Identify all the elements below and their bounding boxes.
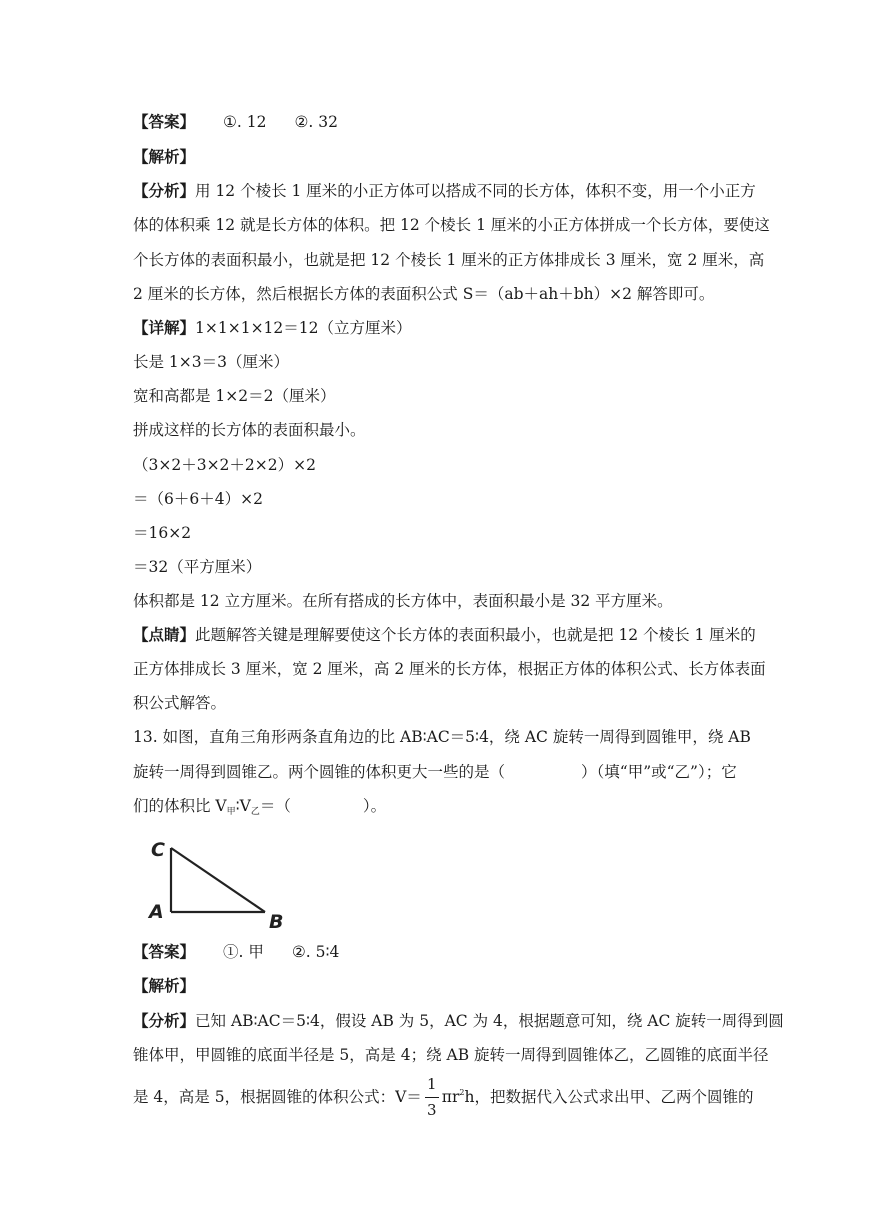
right-triangle-figure xyxy=(145,834,295,930)
q13-line-2b: ）（填“甲”或“乙”）；它 xyxy=(581,763,737,781)
q13-line-3 xyxy=(133,796,386,822)
fenxi-label: 【分析】 xyxy=(133,181,196,200)
xiangjie-label: 【详解】 xyxy=(133,318,196,337)
answer-line-q13 xyxy=(133,942,339,962)
q13-fenxi-line-2: 锥体甲，甲圆锥的底面半径是 5，高是 4；绕 AB 旋转一周得到圆锥体乙，乙圆锥的底面半径 xyxy=(133,1046,769,1064)
dianjing-text: 此题解答关键是理解要使这个长方体的表面积最小，也就是把 12 个棱长 1 厘米的 xyxy=(195,626,756,644)
answer-2: ②. 32 xyxy=(294,113,338,131)
q13-line-3a: 们的体积比 V xyxy=(133,797,227,815)
dianjing-line-1 xyxy=(133,625,756,645)
xiangjie-line-8: ＝32（平方厘米） xyxy=(133,558,262,576)
q13-fenxi-3a: 是 4，高是 5，根据圆锥的体积公式：V＝ xyxy=(133,1088,422,1106)
subscript-jia: 甲 xyxy=(226,807,236,817)
dianjing-line-3: 积公式解答。 xyxy=(133,694,227,712)
q13-line-3c: ＝（ xyxy=(259,797,291,815)
fenxi-text: 用 12 个棱长 1 厘米的小正方体可以搭成不同的长方体，体积不变，用一个小正方 xyxy=(195,182,756,200)
xiangjie-line-4: 拼成这样的长方体的表面积最小。 xyxy=(133,421,366,439)
fenxi-label: 【分析】 xyxy=(133,1011,196,1030)
triangle-shape xyxy=(171,848,265,912)
fenxi-line-1 xyxy=(133,181,756,201)
q13-fenxi-3b: h，把数据代入公式求出甲、乙两个圆锥的 xyxy=(464,1088,754,1106)
fenxi-line-2: 体的体积乘 12 就是长方体的体积。把 12 个棱长 1 厘米的小正方体拼成一个长方体，要使这 xyxy=(133,216,770,234)
answer-label: 【答案】 xyxy=(133,112,196,131)
dianjing-label: 【点睛】 xyxy=(133,625,196,644)
q13-line-3d: ）。 xyxy=(362,797,387,815)
edge-cb xyxy=(171,848,265,912)
xiangjie-line-1 xyxy=(133,318,412,338)
q13-fenxi-line-3 xyxy=(133,1075,754,1119)
fraction-denominator: 3 xyxy=(427,1101,437,1119)
answer-label: 【答案】 xyxy=(133,942,196,961)
xiangjie-line-9: 体积都是 12 立方厘米。在所有搭成的长方体中，表面积最小是 32 平方厘米。 xyxy=(133,592,673,610)
fraction-one-third xyxy=(425,1075,439,1119)
dianjing-line-2: 正方体排成长 3 厘米，宽 2 厘米，高 2 厘米的长方体，根据正方体的体积公式、长方体表面 xyxy=(133,660,766,678)
pi-r: πr xyxy=(441,1088,460,1106)
answer-line-q12 xyxy=(133,112,338,132)
fraction-numerator: 1 xyxy=(427,1075,437,1093)
fraction-bar xyxy=(425,1097,439,1098)
q13-line-3b: ∶V xyxy=(235,797,251,815)
xiangjie-line-3: 宽和高都是 1×2＝2（厘米） xyxy=(133,387,336,405)
analysis-label-q13: 【解析】 xyxy=(133,976,196,995)
vertex-label-b: B xyxy=(269,911,284,930)
xiangjie-line-5: （3×2＋3×2＋2×2）×2 xyxy=(133,456,316,474)
fenxi-line-4: 2 厘米的长方体，然后根据长方体的表面积公式 S＝（ab＋ah＋bh）×2 解答即可。 xyxy=(133,285,715,303)
superscript-2: 2 xyxy=(459,1088,465,1097)
q13-fenxi-line-1 xyxy=(133,1011,784,1031)
xiangjie-line-7: ＝16×2 xyxy=(133,524,192,542)
q13-line-1: 13. 如图，直角三角形两条直角边的比 AB∶AC＝5∶4，绕 AC 旋转一周得到圆锥甲，绕 AB xyxy=(133,728,751,746)
analysis-label-q12: 【解析】 xyxy=(133,147,196,166)
fenxi-line-3: 个长方体的表面积最小，也就是把 12 个棱长 1 厘米的正方体排成长 3 厘米，宽 2 厘米，高 xyxy=(133,251,765,269)
subscript-yi: 乙 xyxy=(250,807,260,817)
fenxi-text: 已知 AB∶AC＝5∶4，假设 AB 为 5，AC 为 4，根据题意可知，绕 AC 旋转一周得到圆 xyxy=(195,1012,784,1030)
xiangjie-line-2: 长是 1×3＝3（厘米） xyxy=(133,353,289,371)
answer-1: ①. 12 xyxy=(223,113,267,131)
vertex-label-a: A xyxy=(149,901,164,923)
xiangjie-text: 1×1×1×12＝12（立方厘米） xyxy=(195,319,412,337)
answer-2: ②. 5∶4 xyxy=(291,943,340,961)
q13-line-2a: 旋转一周得到圆锥乙。两个圆锥的体积更大一些的是（ xyxy=(133,763,506,781)
xiangjie-line-6: ＝（6＋6＋4）×2 xyxy=(133,490,263,508)
q13-line-2 xyxy=(133,762,737,782)
vertex-label-c: C xyxy=(151,839,165,861)
answer-1: ①. 甲 xyxy=(223,943,264,961)
